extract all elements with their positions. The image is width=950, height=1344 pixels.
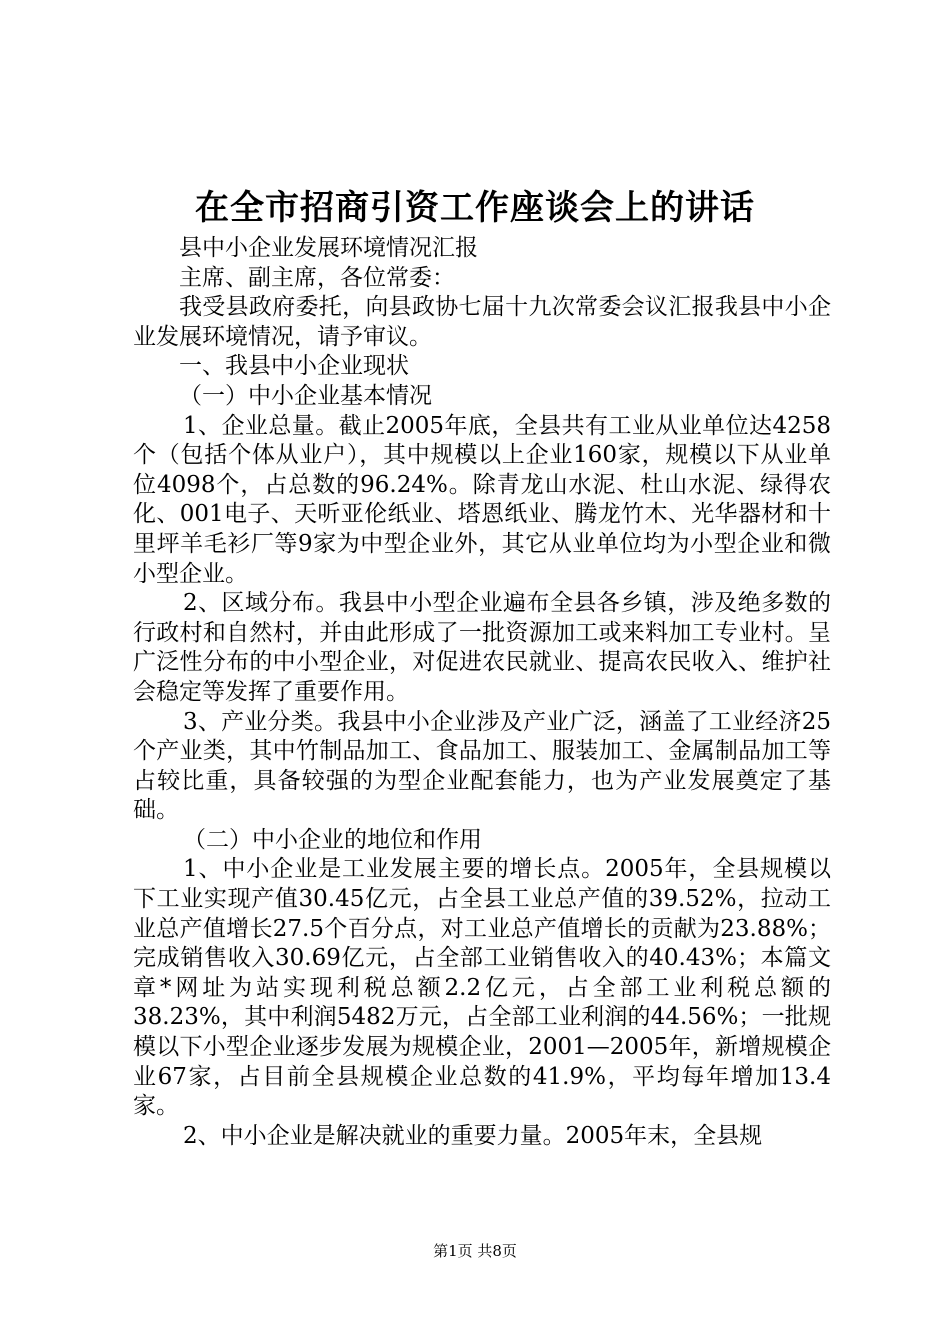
- paragraph-regional-distribution: 2、区域分布。我县中小型企业遍布全县各乡镇，涉及绝多数的行政村和自然村，并由此形成了一批资源加工或来料加工专业村。呈广泛性分布的中小型企业，对促进农民就业、提高农民收入、维护社会稳定等发挥了重要作用。: [133, 590, 831, 705]
- subsection-heading-1: （一）中小企业基本情况: [179, 382, 432, 409]
- page-footer: 第1页 共8页: [433, 1242, 517, 1260]
- paragraph-enterprise-total: 1、企业总量。截止2005年底，全县共有工业从业单位达4258个（包括个体从业户），其中规模以上企业160家，规模以下从业单位4098个，占总数的96.24%。除青龙山水泥、杜山水泥、绿得农化、001电子、天听亚伦纸业、塔恩纸业、腾龙竹木、光华器材和十里坪羊毛衫厂等9家为中型企业外，其它从业单位均为小型企业和微小型企业。: [133, 412, 831, 587]
- report-heading: 县中小企业发展环境情况汇报: [179, 235, 478, 261]
- document-title: 在全市招商引资工作座谈会上的讲话: [195, 188, 755, 228]
- intro-paragraph: 我受县政府委托，向县政协七届十九次常委会议汇报我县中小企业发展环境情况，请予审议。: [133, 294, 831, 350]
- paragraph-growth-point: 1、中小企业是工业发展主要的增长点。2005年，全县规模以下工业实现产值30.45亿元，占全县工业总产值的39.52%，拉动工业总产值增长27.5个百分点，对工业总产值增长的贡献为23.88%；完成销售收入30.69亿元，占全部工业销售收入的40.43%；本篇文章*网址为站实现利税总额2.2亿元，占全部工业利税总额的38.23%，其中利润5482万元，占全部工业利润的44.56%；一批规模以下小型企业逐步发展为规模企业，2001—2005年，新增规模企业67家，占目前全县规模企业总数的41.9%，平均每年增加13.4家。: [133, 856, 831, 1120]
- paragraph-industry-classification: 3、产业分类。我县中小企业涉及产业广泛，涵盖了工业经济25个产业类，其中竹制品加工、食品加工、服装加工、金属制品加工等占较比重，具备较强的为型企业配套能力，也为产业发展奠定了基础。: [133, 708, 831, 824]
- section-heading-1: 一、我县中小企业现状: [179, 353, 409, 380]
- salutation: 主席、副主席，各位常委：: [179, 264, 455, 291]
- paragraph-employment: 2、中小企业是解决就业的重要力量。2005年末，全县规: [183, 1122, 763, 1149]
- document-body: [133, 234, 831, 1151]
- subsection-heading-2: （二）中小企业的地位和作用: [183, 826, 482, 853]
